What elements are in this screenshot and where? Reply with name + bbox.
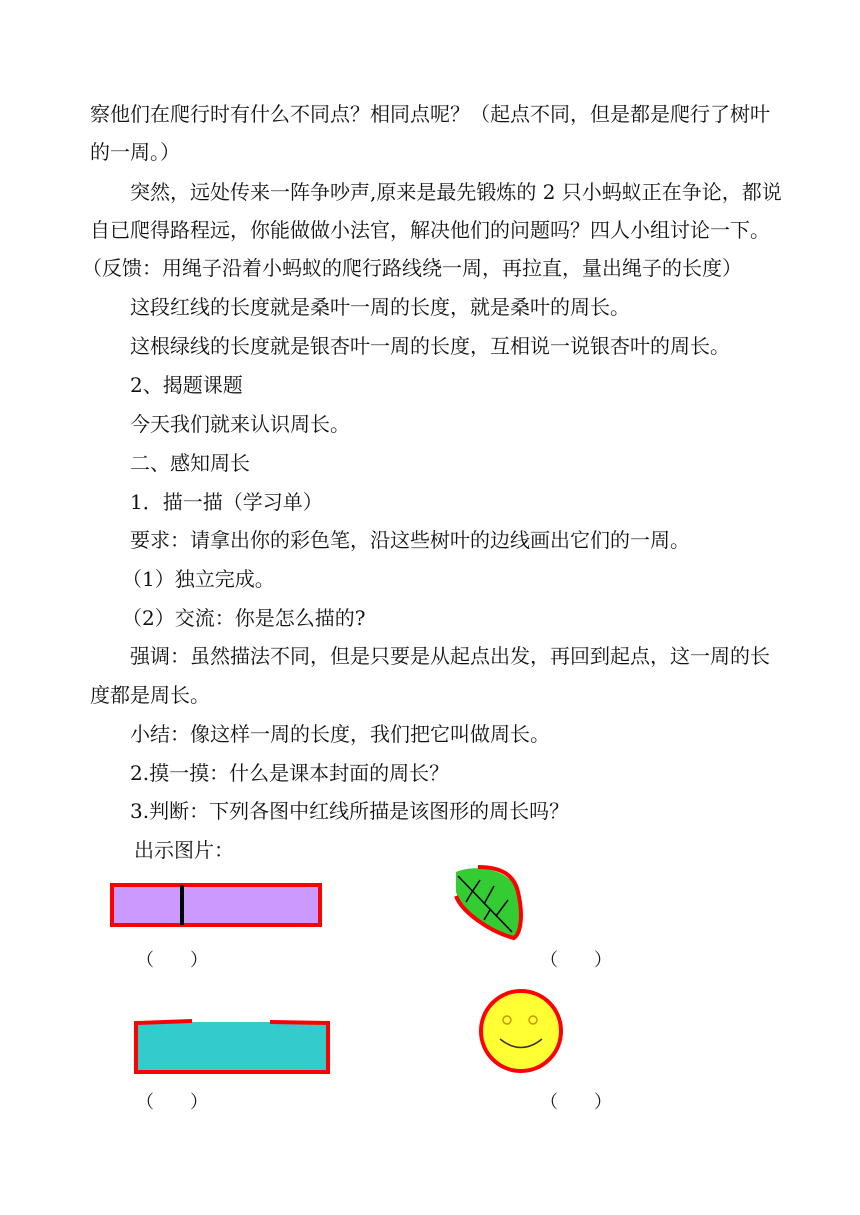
text-line: 的一周。） bbox=[90, 140, 180, 164]
text-line: 小结：像这样一周的长度，我们把它叫做周长。 bbox=[130, 722, 550, 746]
text-line: 自已爬得路程远，你能做做小法官，解决他们的问题吗？四人小组讨论一下。 bbox=[90, 218, 770, 242]
leaf-figure bbox=[450, 862, 530, 942]
text-line: 这根绿线的长度就是银杏叶一周的长度，互相说一说银杏叶的周长。 bbox=[130, 334, 730, 358]
text-line: （1）独立完成。 bbox=[122, 567, 275, 591]
text-line: 出示图片： bbox=[134, 838, 234, 862]
text-line: （反馈：用绳子沿着小蚂蚁的爬行路线绕一周，再拉直，量出绳子的长度） bbox=[82, 256, 742, 280]
section-heading: 二、感知周长 bbox=[130, 451, 250, 475]
answer-parentheses: （ ） bbox=[136, 950, 208, 971]
text-line: 度都是周长。 bbox=[90, 683, 210, 707]
text-line: 察他们在爬行时有什么不同点？相同点呢？（起点不同，但是都是爬行了树叶 bbox=[90, 102, 770, 126]
smiley-face-figure bbox=[476, 986, 566, 1076]
text-line: 强调：虽然描法不同，但是只要是从起点出发，再回到起点，这一周的长 bbox=[130, 644, 770, 668]
smiley-face-shape bbox=[481, 991, 561, 1071]
text-line: 突然，远处传来一阵争吵声,原来是最先锻炼的 2 只小蚂蚁正在争论，都说 bbox=[130, 180, 782, 204]
rectangle-purple-shape bbox=[112, 885, 320, 925]
rectangle-purple-figure bbox=[106, 880, 326, 930]
text-line: （2）交流：你是怎么描的? bbox=[122, 606, 366, 630]
answer-parentheses: （ ） bbox=[136, 1092, 208, 1113]
section-heading: 2、揭题课题 bbox=[130, 373, 243, 397]
answer-parentheses: （ ） bbox=[540, 950, 612, 971]
text-line: 1．描一描（学习单） bbox=[130, 490, 323, 514]
text-line: 今天我们就来认识周长。 bbox=[130, 412, 350, 436]
text-line: 要求：请拿出你的彩色笔，沿这些树叶的边线画出它们的一周。 bbox=[130, 528, 690, 552]
text-line: 2.摸一摸：什么是课本封面的周长？ bbox=[130, 761, 450, 785]
text-line: 这段红线的长度就是桑叶一周的长度，就是桑叶的周长。 bbox=[130, 295, 630, 319]
text-line: 3.判断：下列各图中红线所描是该图形的周长吗？ bbox=[130, 799, 570, 823]
rectangle-teal-figure bbox=[132, 1018, 332, 1078]
answer-parentheses: （ ） bbox=[540, 1092, 612, 1113]
rectangle-teal-shape bbox=[136, 1022, 328, 1072]
